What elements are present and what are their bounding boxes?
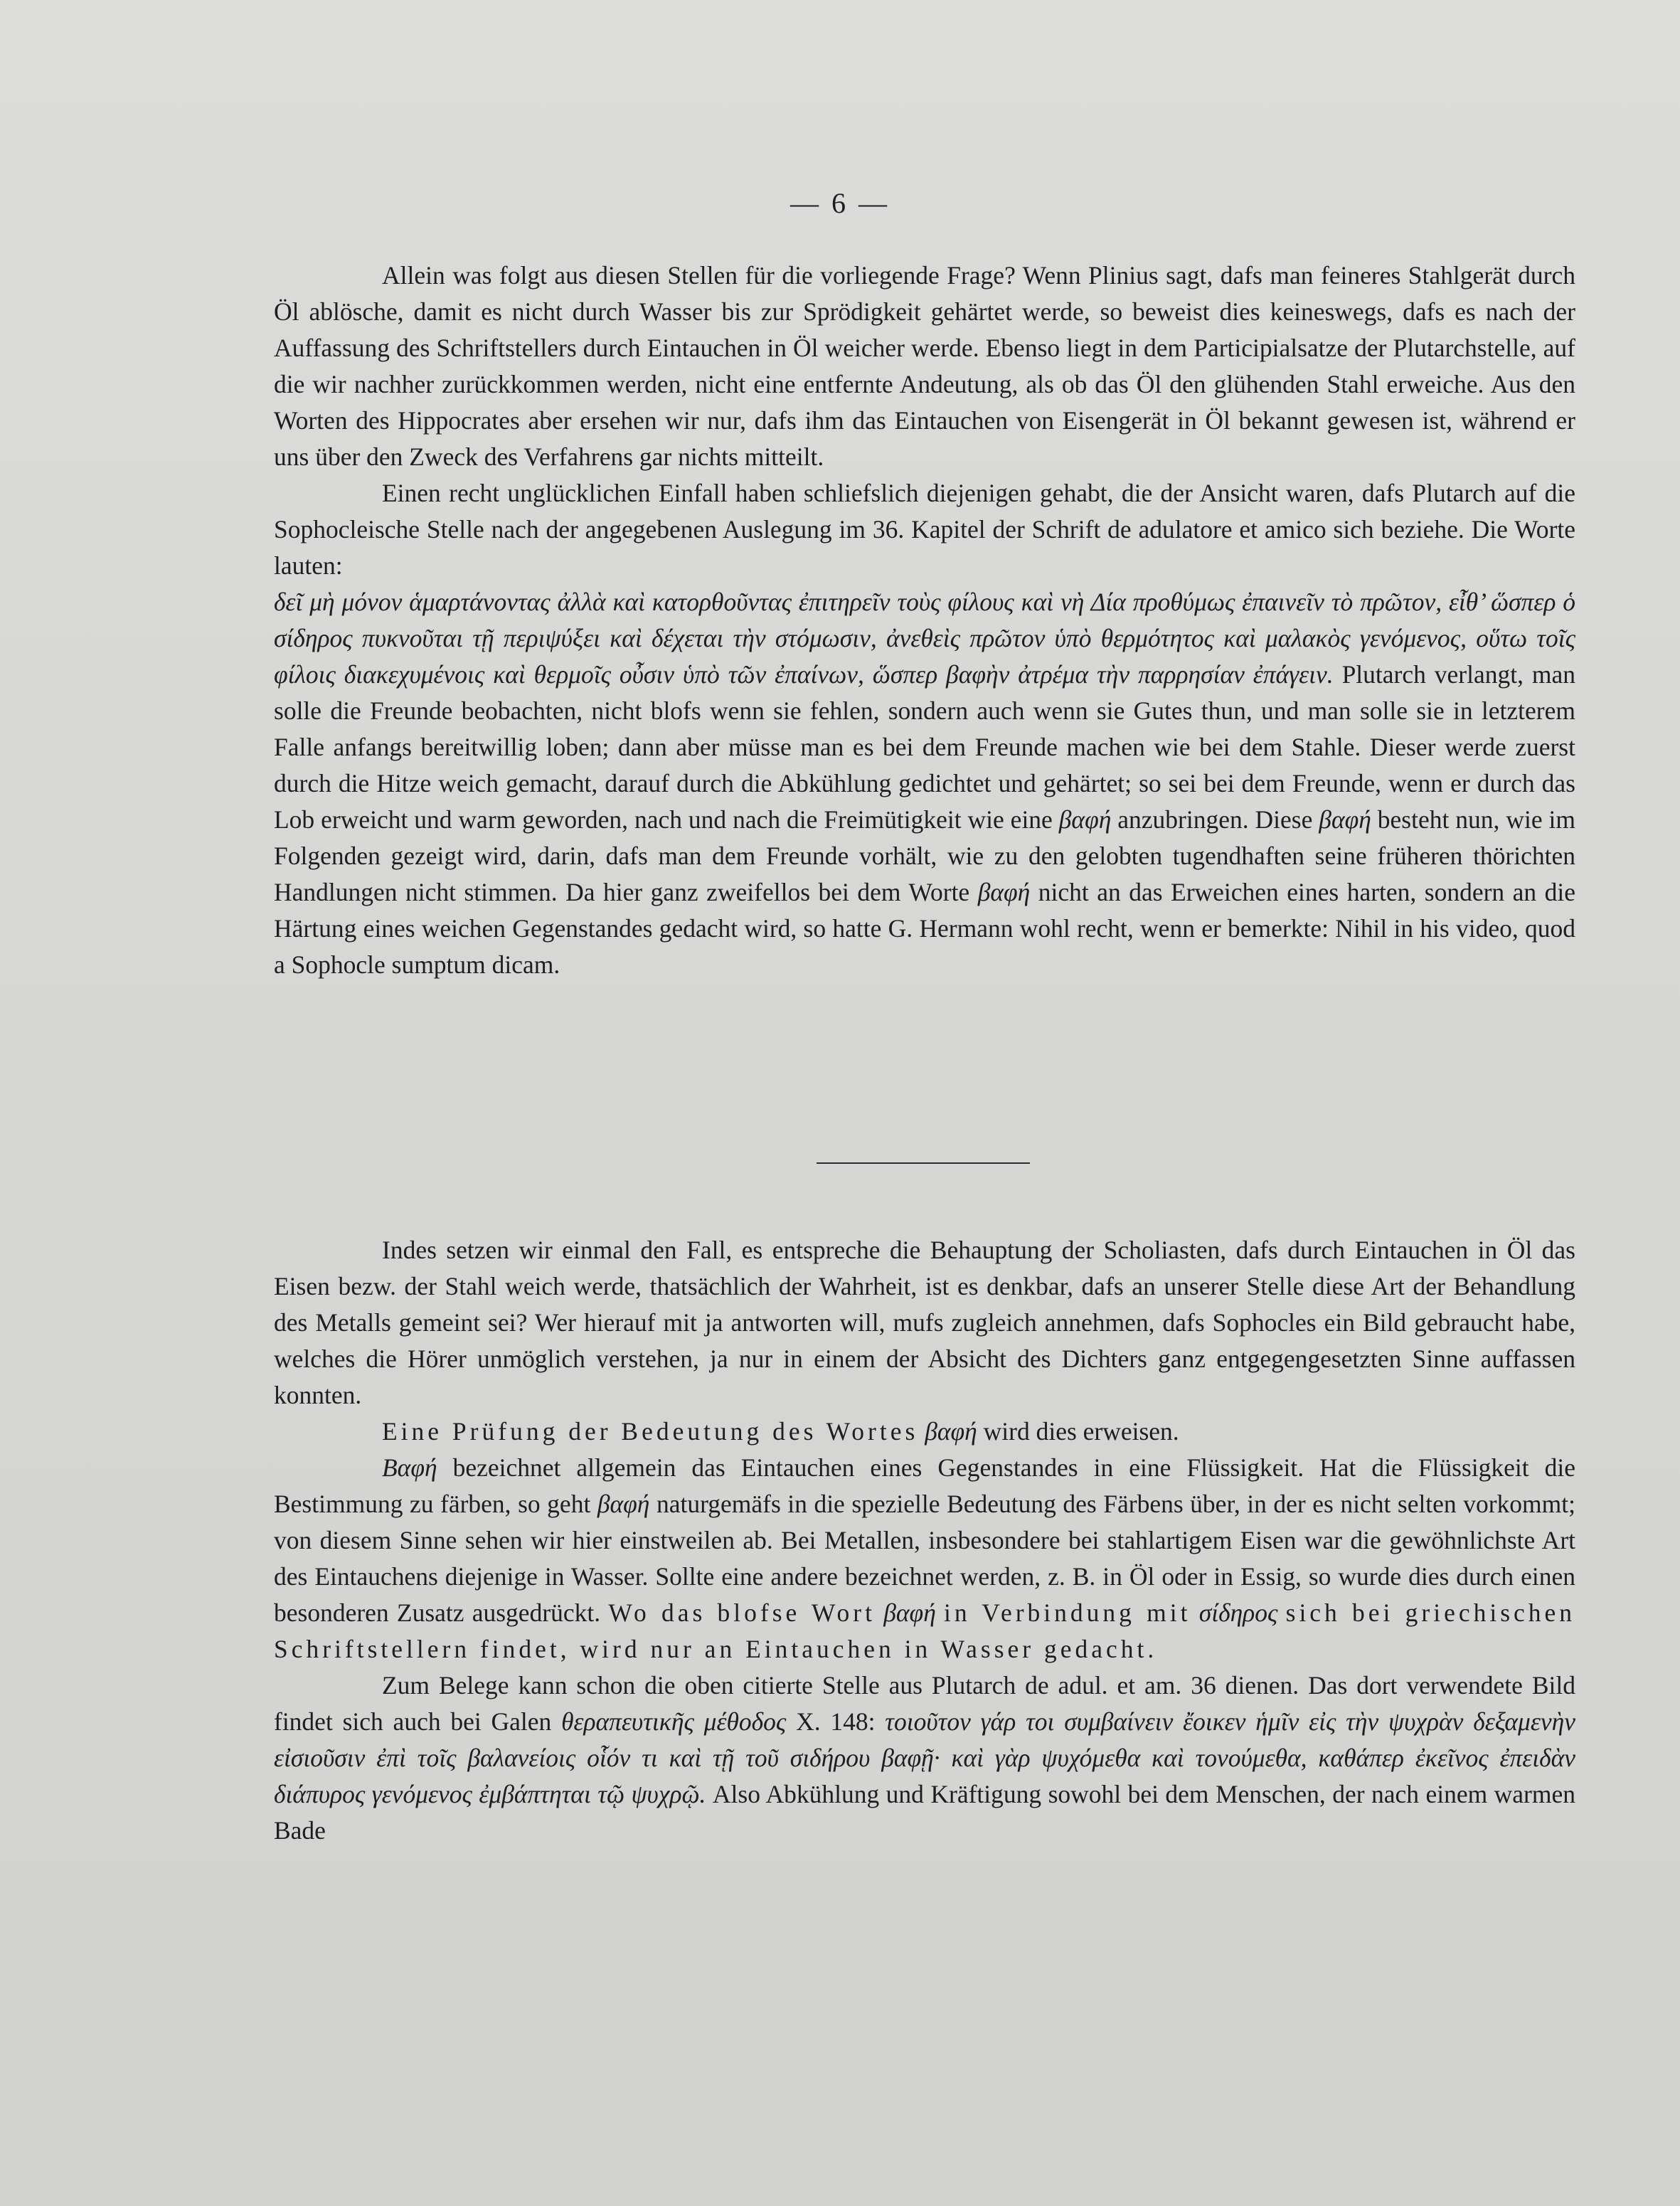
definition-text-a: bezeichnet allgemein das Eintauchen eines Gegenstandes in eine Flüssigkeit. Hat die Flüssigkeit die Bestimmung zu färben, so geht (274, 1453, 1575, 1518)
section-divider (817, 1162, 1030, 1164)
text-block-after-divider (274, 1232, 1575, 1849)
paragraph-pruefung (274, 1414, 1575, 1450)
quote-explanation-text-2: anzubringen. Diese (1111, 805, 1319, 834)
quote-explanation-text: Plutarch verlangt, man solle die Freunde beobachten, nicht blofs wenn sie fehlen, sondern auch wenn sie Gutes thun, und man solle sie in letzterem Falle anfangs bereitwillig loben; dann aber müsse man es bei dem Freunde machen wie bei dem Stahle. Dieser werde zuerst durch die Hitze weich gemacht, darauf durch die Abkühlung gedichtet und gehärtet; so sei bei dem Freunde, wenn er durch das Lob erweicht und warm geworden, nach und nach die Freimütigkeit wie eine (274, 660, 1575, 834)
greek-word-baphe: βαφή (1319, 805, 1371, 834)
paragraph-plinius: Allein was folgt aus diesen Stellen für die vorliegende Frage? Wenn Plinius sagt, dafs man feineres Stahlgerät durch Öl ablösche, damit es nicht durch Wasser bis zur Sprödigkeit gehärtet werde, so beweist dies keineswegs, dafs es nach der Auffassung des Schriftstellers durch Eintauchen in Öl weicher werde. Ebenso liegt in dem Participialsatze der Plutarchstelle, auf die wir nachher zurückkommen werden, nicht eine entfernte Andeutung, als ob das Öl den glühenden Stahl erweiche. Aus den Worten des Hippocrates aber ersehen wir nur, dafs ihm das Eintauchen von Eisengerät in Öl bekannt gewesen ist, während er uns über den Zweck des Verfahrens gar nichts mitteilt. (274, 261, 1575, 471)
belege-text-c: Also Abkühlung und Kräftigung sowohl bei dem Menschen, der nach einem warmen Bade (274, 1780, 1575, 1845)
spaced-text-schriftstellern: sich bei griechischen Schriftstellern findet, wird nur an Eintauchen in Wasser gedacht. (274, 1598, 1576, 1663)
greek-word-baphe: βαφή (1058, 805, 1112, 834)
belege-text-a: Zum Belege kann schon die oben citierte Stelle aus Plutarch de adul. et am. 36 dienen. Das dort verwendete Bild findet sich auch bei Galen (274, 1671, 1575, 1736)
greek-word-sideros: σίδηρος (1198, 1598, 1278, 1627)
greek-word-baphe: βαφή (883, 1598, 936, 1627)
spaced-text-wo-das: Wo das blofse Wort (608, 1598, 876, 1627)
quote-explanation-text-3: besteht nun, wie im Folgenden gezeigt wird, darin, dafs man dem Freunde vorhält, wie zu den gelobten tugendhaften seine früheren thörichten Handlungen nicht stimmen. Da hier ganz zweifellos bei dem Worte (274, 805, 1575, 906)
pruefung-rest-text: wird dies erweisen. (977, 1417, 1179, 1446)
paragraph-plutarch-quote (274, 584, 1575, 983)
paragraph-belege (274, 1667, 1575, 1849)
paragraph-scholiasten: Indes setzen wir einmal den Fall, es entspreche die Behauptung der Scholiasten, dafs durch Eintauchen in Öl das Eisen bezw. der Stahl weich werde, thatsächlich der Wahrheit, ist es denkbar, dafs an unserer Stelle diese Art der Behandlung des Metalls gemeint sei? Wer hierauf mit ja antworten will, mufs zugleich annehmen, dafs Sophocles ein Bild gebraucht habe, welches die Hörer unmöglich verstehen, ja nur in einem der Absicht des Dichters ganz entgegengesetzten Sinne auffassen konnten. (274, 1236, 1575, 1409)
greek-word-baphe: βαφή (597, 1490, 650, 1518)
plutarch-intro-text: Einen recht unglücklichen Einfall haben schliefslich diejenigen gehabt, die der Ansicht waren, dafs Plutarch auf die Sophocleische Stelle nach der angegebenen Auslegung im 36. Kapitel der Schrift de adulatore et amico sich beziehe. Die Worte lauten: (274, 479, 1575, 580)
quote-explanation-text-4: nicht an das Erweichen eines harten, sondern an die Härtung eines weichen Gegenstandes gedacht wird, so hatte G. Hermann wohl recht, wenn er bemerkte: Nihil in his video, quod a Sophocle sumptum dicam. (274, 878, 1575, 979)
greek-quote-galen: τοιοῦτον γάρ τοι συμβαίνειν ἔοικεν ἡμῖν εἰς τὴν ψυχρὰν δεξαμενὴν εἰσιοῦσιν ἐπὶ τοῖς βαλανείοις οἷόν τι καὶ τῇ τοῦ σιδήρου βαφῇ· καὶ γὰρ ψυχόμεθα καὶ τονούμεθα, καθάπερ ἐκεῖνος ἐπειδὰν διάπυρος γενόμενος ἐμβάπτηται τῷ ψυχρῷ. (274, 1707, 1575, 1808)
definition-text-b: naturgemäfs in die spezielle Bedeutung des Färbens über, in der es nicht selten vorkommt; von diesem Sinne sehen wir hier einstweilen ab. Bei Metallen, insbesondere bei stahlartigem Eisen war die gewöhnlichste Art des Eintauchens diejenige in Wasser. Sollte eine andere bezeichnet werden, z. B. in Öl oder in Essig, so wurde dies durch einen besonderen Zusatz ausgedrückt. (274, 1490, 1575, 1627)
greek-word-baphe: βαφή (925, 1417, 977, 1446)
text-block-before-divider (274, 258, 1575, 983)
spaced-text-verbindung: in Verbindung mit (944, 1598, 1191, 1627)
greek-word-baphe: βαφή (977, 878, 1031, 906)
spaced-text-pruefung: Eine Prüfung der Bedeutung des Wortes (382, 1417, 919, 1446)
paragraph-baphe-definition (274, 1450, 1575, 1667)
belege-text-b: X. 148: (786, 1707, 886, 1736)
greek-quote-plutarch: δεῖ μὴ μόνον ἁμαρτάνοντας ἀλλὰ καὶ κατορθοῦντας ἐπιτηρεῖν τοὺς φίλους καὶ νὴ Δία προθύμως ἐπαινεῖν τὸ πρῶτον, εἶθ’ ὥσπερ ὁ σίδηρος πυκνοῦται τῇ περιψύξει καὶ δέχεται τὴν στόμωσιν, ἀνεθεὶς πρῶτον ὑπὸ θερμότητος καὶ μαλακὸς γενόμενος, οὕτω τοῖς φίλοις διακεχυμένοις καὶ θερμοῖς οὖσιν ὑπὸ τῶν ἐπαίνων, ὥσπερ βαφὴν ἀτρέμα τὴν παρρησίαν ἐπάγειν. (274, 588, 1575, 689)
paragraph-plutarch-intro (274, 475, 1575, 584)
greek-word-baphe-capital: Βαφή (382, 1453, 437, 1482)
page-number: — 6 — (790, 187, 890, 219)
greek-title-galen: θεραπευτικῆς μέθοδος (561, 1707, 787, 1736)
